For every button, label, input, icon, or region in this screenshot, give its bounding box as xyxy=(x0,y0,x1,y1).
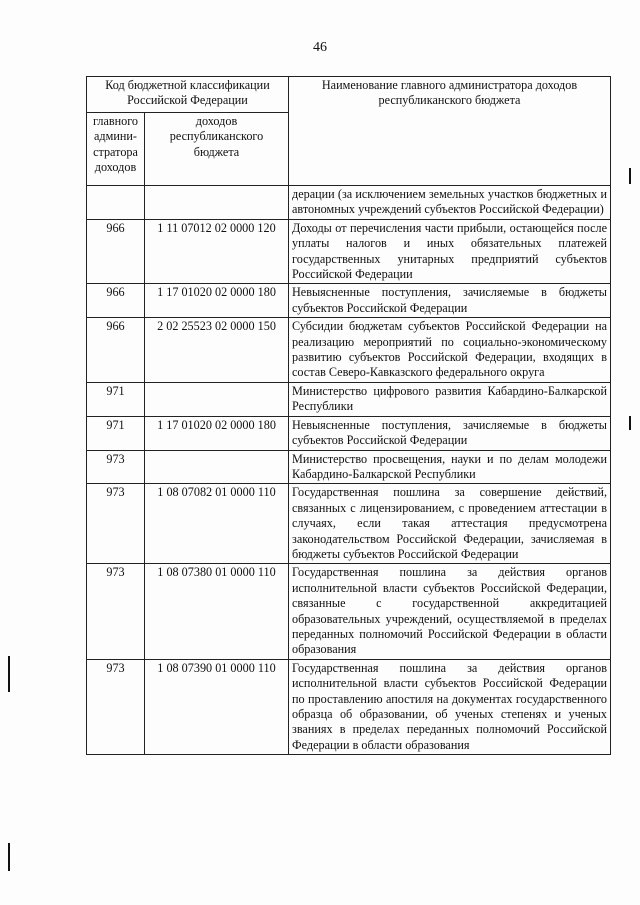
revenue-code-cell: 2 02 25523 02 0000 150 xyxy=(145,318,289,383)
header-budget-revenue: доходов республиканского бюджета xyxy=(145,113,289,186)
table-header-row xyxy=(87,77,611,113)
administrator-name-cell: Доходы от перечисления части прибыли, остающейся после уплаты налогов и иных обязательных платежей государственных унитарных предприятий субъектов Российской Федерации xyxy=(289,219,611,284)
header-administrator-name: Наименование главного администратора доходов республиканского бюджета xyxy=(289,77,611,186)
scan-edge-mark xyxy=(629,168,631,184)
administrator-name-cell: Министерство цифрового развития Кабардино-Балкарской Республики xyxy=(289,382,611,416)
table-row xyxy=(87,186,611,220)
revenue-code-cell: 1 17 01020 02 0000 180 xyxy=(145,284,289,318)
admin-code-cell: 973 xyxy=(87,450,145,484)
administrator-name-cell: Невыясненные поступления, зачисляемые в бюджеты субъектов Российской Федерации xyxy=(289,416,611,450)
revenue-code-cell: 1 08 07082 01 0000 110 xyxy=(145,484,289,564)
admin-code-cell: 966 xyxy=(87,284,145,318)
budget-classification-table xyxy=(86,76,611,755)
table-row xyxy=(87,450,611,484)
table-row xyxy=(87,564,611,659)
admin-code-cell: 973 xyxy=(87,484,145,564)
administrator-name-cell: Государственная пошлина за совершение действий, связанных с лицензированием, с проведением аттестации в случаях, если такая аттестация предусмотрена законодательством Российской Федерации, зачисляемая в бюджеты субъектов Российской Федерации xyxy=(289,484,611,564)
table-row xyxy=(87,382,611,416)
admin-code-cell: 966 xyxy=(87,318,145,383)
revenue-code-cell: 1 08 07390 01 0000 110 xyxy=(145,659,289,754)
table-row xyxy=(87,219,611,284)
admin-code-cell: 971 xyxy=(87,416,145,450)
revenue-code-cell: 1 11 07012 02 0000 120 xyxy=(145,219,289,284)
page-number: 46 xyxy=(313,40,327,55)
admin-code-cell xyxy=(87,186,145,220)
administrator-name-cell: Субсидии бюджетам субъектов Российской Федерации на реализацию мероприятий по социально-экономическому развитию субъектов Российской Федерации, входящих в состав Северо-Кавказского федерального округа xyxy=(289,318,611,383)
table-row xyxy=(87,284,611,318)
revenue-code-cell xyxy=(145,450,289,484)
table-row xyxy=(87,659,611,754)
admin-code-cell: 973 xyxy=(87,659,145,754)
administrator-name-cell: дерации (за исключением земельных участков бюджетных и автономных учреждений субъектов Российской Федерации) xyxy=(289,186,611,220)
table-row xyxy=(87,416,611,450)
header-main-administrator: главного админи-стратора доходов xyxy=(87,113,145,186)
header-classification-code: Код бюджетной классификации Российской Федерации xyxy=(87,77,289,113)
revenue-code-cell: 1 17 01020 02 0000 180 xyxy=(145,416,289,450)
admin-code-cell: 966 xyxy=(87,219,145,284)
admin-code-cell: 973 xyxy=(87,564,145,659)
admin-code-cell: 971 xyxy=(87,382,145,416)
administrator-name-cell: Невыясненные поступления, зачисляемые в бюджеты субъектов Российской Федерации xyxy=(289,284,611,318)
table-row xyxy=(87,484,611,564)
scan-edge-mark xyxy=(629,416,631,430)
revenue-code-cell xyxy=(145,186,289,220)
revenue-code-cell xyxy=(145,382,289,416)
table-row xyxy=(87,318,611,383)
scan-edge-mark xyxy=(8,843,10,871)
administrator-name-cell: Государственная пошлина за действия органов исполнительной власти субъектов Российской Федерации по проставлению апостиля на документах государственного образца об образовании, об ученых степенях и ученых званиях в пределах переданных полномочий Российской Федерации в области образования xyxy=(289,659,611,754)
revenue-code-cell: 1 08 07380 01 0000 110 xyxy=(145,564,289,659)
administrator-name-cell: Государственная пошлина за действия органов исполнительной власти субъектов Российской Федерации, связанные с государственной аккредитацией образовательных учреждений, осуществляемой в пределах переданных полномочий Российской Федерации в области образования xyxy=(289,564,611,659)
scan-edge-mark xyxy=(8,656,10,692)
administrator-name-cell: Министерство просвещения, науки и по делам молодежи Кабардино-Балкарской Республики xyxy=(289,450,611,484)
